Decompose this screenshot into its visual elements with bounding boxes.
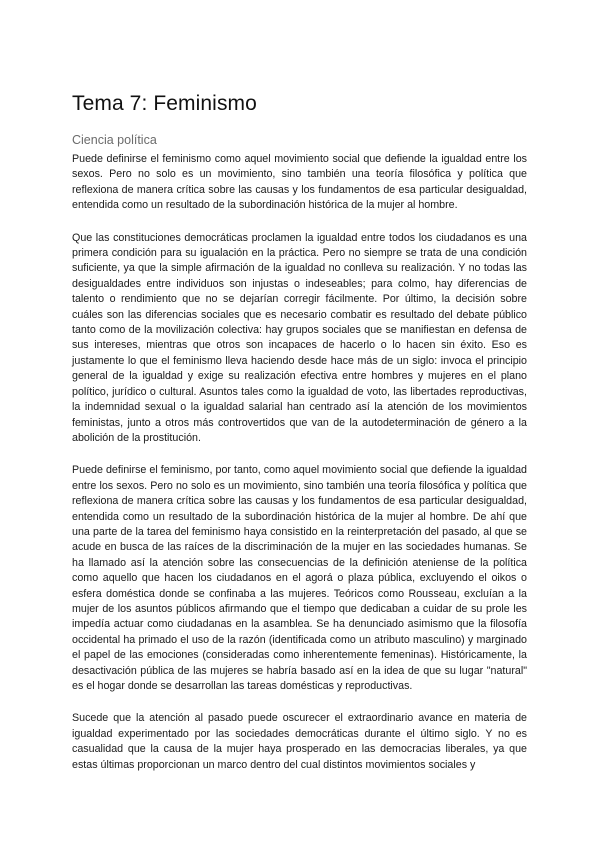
document-title: Tema 7: Feminismo <box>72 92 257 115</box>
paragraph-3: Puede definirse el feminismo, por tanto, como aquel movimiento social que defiende la igualdad entre los sexos. Pero no solo es un movimiento, sino también una teoría filosófica y política que reflexiona de manera crítica sobre las causas y los fundamentos de esa particular desigualdad, entendida como un resultado de la subordinación histórica de la mujer al hombre. De ahí que una parte de la tarea del feminismo haya consistido en la reinterpretación del pasado, al que se acude en busca de las raíces de la discriminación de la mujer en las sociedades humanas. Se ha llamado así la atención sobre las consecuencias de la definición ateniense de la política como aquello que hacen los ciudadanos en el agorá o plaza pública, excluyendo el oikos o esfera doméstica donde se confinaba a las mujeres. Teóricos como Rousseau, excluían a la mujer de los asuntos públicos afirmando que el tiempo que dedicaban a cuidar de su prole les impedía actuar como ciudadanas en la asamblea. Se ha denunciado asimismo que la filosofía occidental ha primado el uso de la razón (identificada como un atributo masculino) y marginado el papel de las emociones (consideradas como inherentemente femeninas). Históricamente, la desactivación pública de las mujeres se habría basado así en la idea de que su lugar "natural" es el hogar donde se desarrollan las tareas domésticas y reproductivas. <box>72 464 527 692</box>
paragraph-2: Que las constituciones democráticas proclamen la igualdad entre todos los ciudadanos es una primera condición para su igualación en la práctica. Pero no siempre se trata de una condición suficiente, ya que la simple afirmación de la igualdad no conlleva su realización. Y no todas las desigualdades entre individuos son injustas o indeseables; para colmo, hay diferencias de talento o rendimiento que no se dejarían corregir fácilmente. Por último, la decisión sobre cuáles son las diferencias sociales que es necesario combatir es resultado del debate público tanto como de la movilización colectiva: hay grupos sociales que se manifiestan en defensa de sus intereses, mientras que otros son incapaces de hacerlo o lo hacen sin éxito. Eso es justamente lo que el feminismo lleva haciendo desde hace más de un siglo: invoca el principio general de la igualdad y exige su realización efectiva entre hombres y mujeres en el plano político, jurídico o cultural. Asuntos tales como la igualdad de voto, las libertades reproductivas, la indemnidad sexual o la igualdad salarial han centrado así la atención de los movimientos feministas, junto a otros más controvertidos que van de la autodeterminación de género a la abolición de la prostitución. <box>72 231 527 444</box>
paragraph-4: Sucede que la atención al pasado puede oscurecer el extraordinario avance en materia de igualdad experimentado por las sociedades democráticas durante el último siglo. Y no es casualidad que la causa de la mujer haya prosperado en las democracias liberales, ya que estas últimas proporcionan un marco dentro del cual distintos movimientos sociales y <box>72 712 527 771</box>
document-subtitle: Ciencia política <box>72 133 157 147</box>
document-body <box>72 152 527 790</box>
paragraph-1: Puede definirse el feminismo como aquel movimiento social que defiende la igualdad entre los sexos. Pero no solo es un movimiento, sino también una teoría filosófica y política que reflexiona de manera crítica sobre las causas y los fundamentos de esa particular desigualdad, entendida como un resultado de la subordinación histórica de la mujer al hombre. <box>72 153 527 212</box>
